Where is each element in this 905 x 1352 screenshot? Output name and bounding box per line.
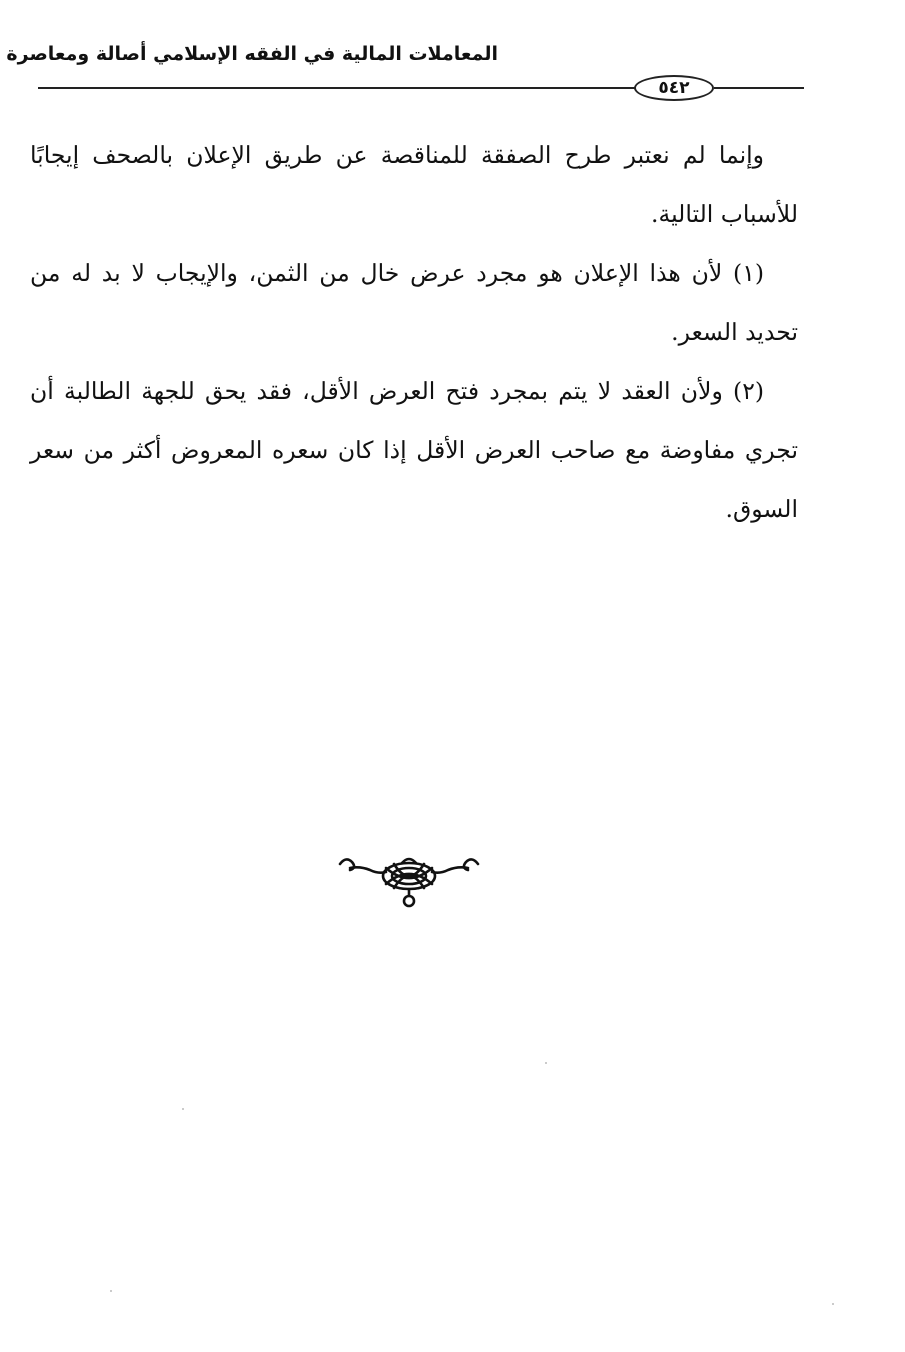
paper-speck [182,1108,184,1110]
page-number: ٥٤٢ [634,75,714,101]
body-text [30,126,798,539]
running-title: المعاملات المالية في الفقه الإسلامي أصالة ومعاصرة [6,43,498,65]
paragraph-reason-1: (١) لأن هذا الإعلان هو مجرد عرض خال من الثمن، والإيجاب لا بد له من تحديد السعر. [30,259,798,346]
header-rule-left [38,87,635,89]
paragraph-reason-2: (٢) ولأن العقد لا يتم بمجرد فتح العرض الأقل، فقد يحق للجهة الطالبة أن تجري مفاوضة مع صاحب العرض الأقل إذا كان سعره المعروض أكثر من سعر السوق. [30,377,798,523]
paper-speck [832,1303,834,1305]
paragraph-intro: وإنما لم نعتبر طرح الصفقة للمناقصة عن طريق الإعلان بالصحف إيجابًا للأسباب التالية. [30,141,798,228]
flourish-divider-icon [336,848,482,910]
header-rule-right [714,87,804,89]
paper-speck [110,1290,112,1292]
paper-speck [545,1062,547,1064]
